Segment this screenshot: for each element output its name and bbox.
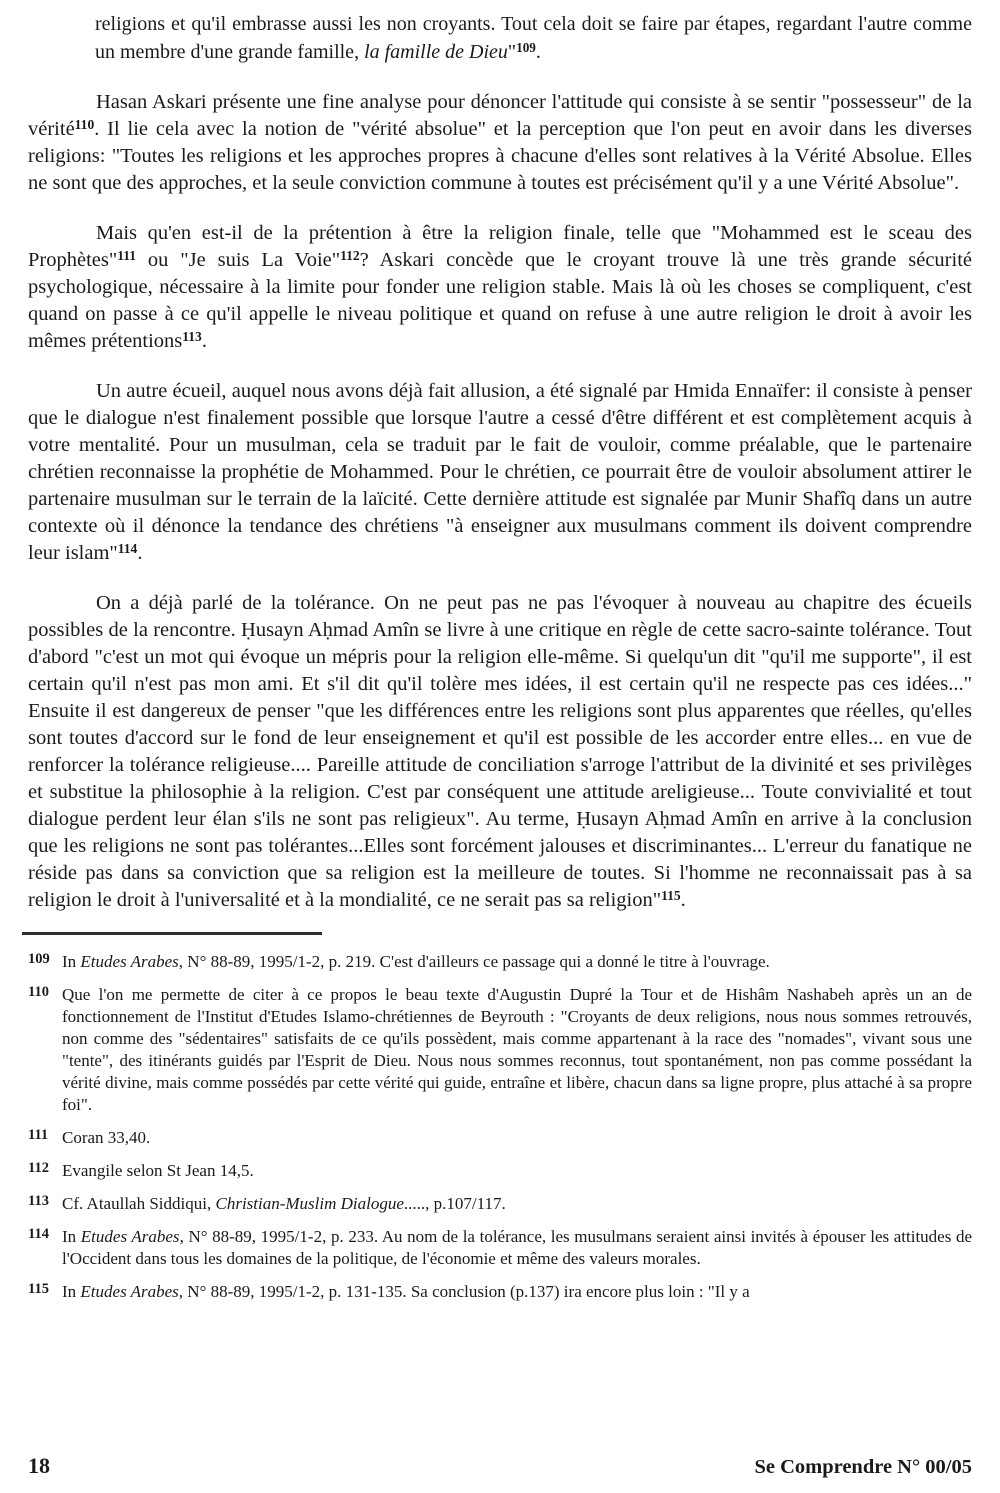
footnote — [28, 984, 972, 1116]
blockquote-continuation: religions et qu'il embrasse aussi les non croyants. Tout cela doit se faire par étapes, regardant l'autre comme un membre d'une grande famille, la famille de Dieu"$^{109}$. — [95, 13, 972, 63]
footnote — [28, 1127, 972, 1149]
footnote-number: 113 — [28, 1193, 49, 1209]
footnote-text: Coran 33,40. — [62, 1128, 151, 1147]
footnote-number: 112 — [28, 1160, 49, 1176]
footnote — [28, 1226, 972, 1270]
page-number: 18 — [28, 1453, 50, 1478]
footnote-separator — [22, 932, 322, 935]
footnote-text: In Etudes Arabes, N° 88-89, 1995/1-2, p. 233. Au nom de la tolérance, les musulmans seraient ainsi invités à épouser les attitudes de l'Occident dans tous les domaines de la politique, de l'économie et même des valeurs morales. — [62, 1227, 973, 1268]
footnote — [28, 951, 972, 973]
page-footer — [28, 1453, 972, 1479]
footnotes-section — [28, 951, 972, 1303]
footnote — [28, 1160, 972, 1182]
footnote-number: 115 — [28, 1281, 49, 1297]
footnote-text: Evangile selon St Jean 14,5. — [62, 1161, 254, 1180]
body-paragraph: Mais qu'en est-il de la prétention à être la religion finale, telle que "Mohammed est le sceau des Prophètes"$^{111}$ ou "Je suis La Voie"$^{112}$? Askari concède que le croyant trouve là une très grande sécurité psychologique, nécessaire à la limite pour fonder une religion stable. Mais là où les choses se compliquent, c'est quand on passe à ce qu'il appelle le niveau politique et quand on refuse à une autre religion le droit à avoir les mêmes prétentions$^{113}$. — [28, 222, 972, 352]
footnote-number: 109 — [28, 951, 50, 967]
footnote-number: 114 — [28, 1226, 49, 1242]
footnote — [28, 1193, 972, 1215]
footnote-text: In Etudes Arabes, N° 88-89, 1995/1-2, p. 131-135. Sa conclusion (p.137) ira encore plus loin : "Il y a — [62, 1282, 750, 1301]
footnote-number: 110 — [28, 984, 49, 1000]
body-paragraph: Un autre écueil, auquel nous avons déjà fait allusion, a été signalé par Hmida Ennaïfer: il consiste à penser que le dialogue n'est finalement possible que lorsque l'autre a cessé d'être différent et est complètement acquis à votre mentalité. Pour un musulman, cela se traduit par le fait de vouloir, comme préalable, que le partenaire chrétien reconnaisse la prophétie de Mohammed. Pour le chrétien, ce pourrait être de vouloir absolument attirer le partenaire musulman sur le terrain de la laïcité. Cette dernière attitude est signalée par Munir Shafîq dans un autre contexte où il dénonce la tendance des chrétiens "à enseigner aux musulmans comment ils doivent comprendre leur islam"$^{114}$. — [28, 380, 972, 564]
journal-issue-label: Se Comprendre N° 00/05 — [754, 1456, 972, 1478]
footnote — [28, 1281, 972, 1303]
footnote-text: Cf. Ataullah Siddiqui, Christian-Muslim Dialogue....., p.107/117. — [62, 1194, 506, 1213]
footnote-number: 111 — [28, 1127, 49, 1143]
footnote-text: Que l'on me permette de citer à ce propos le beau texte d'Augustin Dupré la Tour et de Hishâm Nashabeh après un an de fonctionnement de l'Institut d'Etudes Islamo-chrétiennes de Beyrouth : "Croyants de deux religions, nous nous sommes retrouvés, non comme des "sédentaires" satisfaits de ce qu'ils possèdent, mais comme appartenant à la race des "nomades", vivant sous une "tente", des itinérants guidés par l'Esprit de Dieu. Nous nous sommes reconnus, tout spontanément, non pas comme possédant la vérité divine, mais comme possédés par cette vérité qui guide, entraîne et libère, chacun dans sa ligne propre, plus attaché à sa propre foi". — [62, 985, 972, 1114]
footnote-text: In Etudes Arabes, N° 88-89, 1995/1-2, p. 219. C'est d'ailleurs ce passage qui a donné le titre à l'ouvrage. — [62, 952, 770, 971]
body-paragraph: On a déjà parlé de la tolérance. On ne peut pas ne pas l'évoquer à nouveau au chapitre des écueils possibles de la rencontre. Ḥusayn Aḥmad Amîn se livre à une critique en règle de cette sacro-sainte tolérance. Tout d'abord "c'est un mot qui évoque un mépris pour la religion elle-même. Si quelqu'un dit "qu'il me supporte", il est certain qu'il n'est pas mon ami. Et s'il dit qu'il tolère mes idées, il est certain qu'il ne respecte pas ces idées..." Ensuite il est dangereux de penser "que les différences entre les religions sont plus apparentes que réelles, qu'elles sont toutes d'accord sur le fond de leur enseignement et qu'il est possible de les accorder entre elles... en vue de renforcer la tolérance religieuse.... Pareille attitude de conciliation s'arroge l'attribut de la divinité et ses privilèges et substitue la philosophie à la religion. C'est par conséquent une attitude areligieuse... Toute convivialité et tout dialogue perdent leur élan s'ils ne sont pas religieux". Au terme, Ḥusayn Aḥmad Amîn en arrive à la conclusion que les religions ne sont pas tolérantes...Elles sont forcément jalouses et discriminantes... L'erreur du fanatique ne réside pas dans sa conviction que sa religion est la meilleure de toutes. Si l'homme ne reconnaissait pas à sa religion le droit à l'universalité et à la mondialité, ce ne serait pas sa religion"$^{115}$. — [28, 592, 972, 911]
body-paragraphs — [28, 89, 972, 914]
body-paragraph: Hasan Askari présente une fine analyse pour dénoncer l'attitude qui consiste à se sentir "possesseur" de la vérité$^{110}$. Il lie cela avec la notion de "vérité absolue" et la perception que l'on peut en avoir dans les diverses religions: "Toutes les religions et les approches propres à chacune d'elles sont relatives à la Vérité Absolue. Elles ne sont que des approches, et la seule conviction commune à toutes est précisément qu'il y a une Vérité Absolue". — [28, 91, 972, 194]
